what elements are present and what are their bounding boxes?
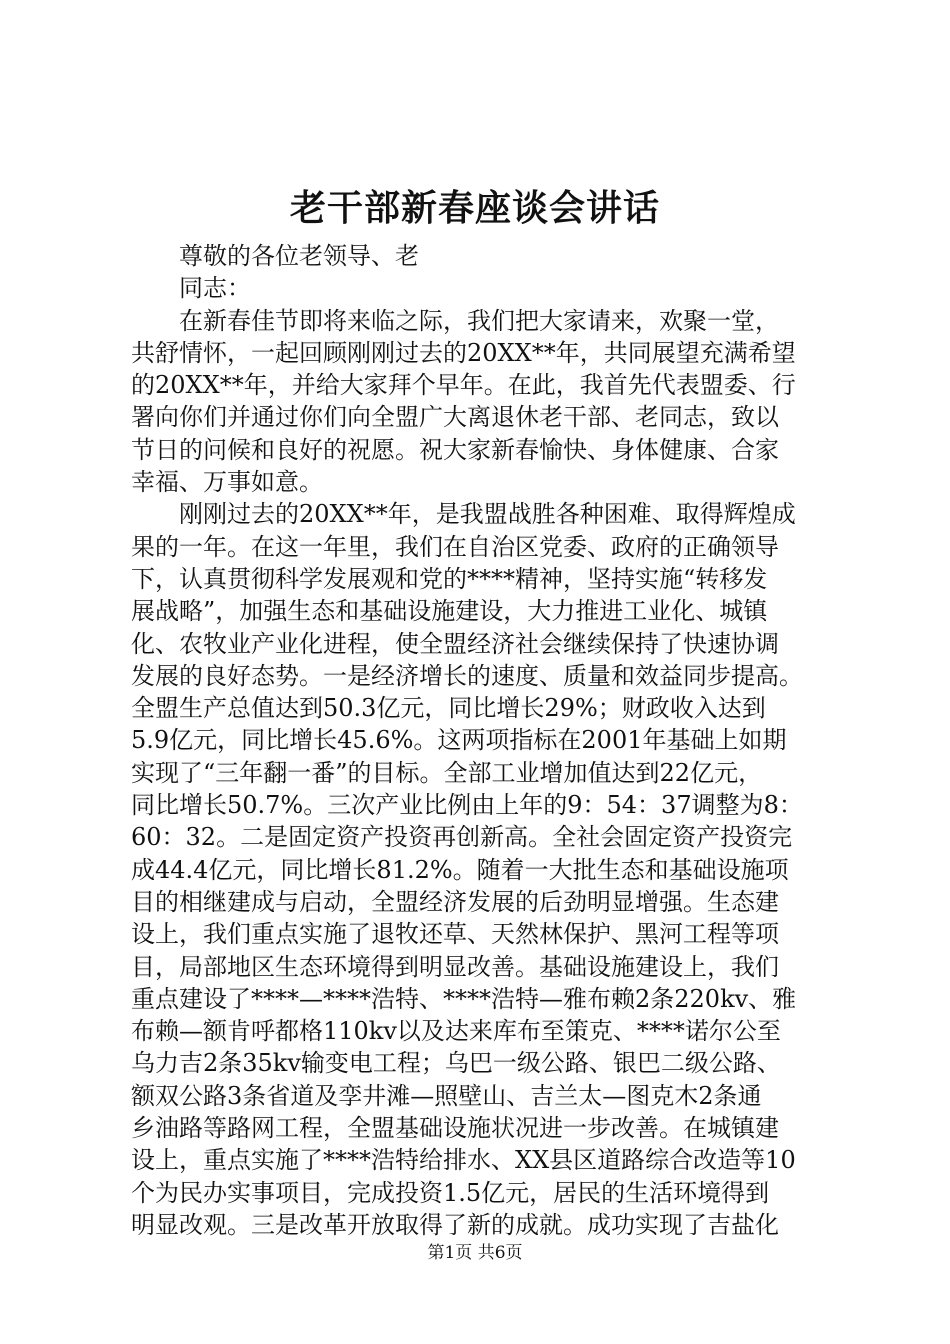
body-line: 目，局部地区生态环境得到明显改善。基础设施建设上，我们	[131, 952, 779, 981]
body-line: 全盟生产总值达到50.3亿元，同比增长29%；财政收入达到	[131, 694, 766, 723]
body-line: 布赖—额肯呼都格110kv以及达来库布至策克、****诺尔公至	[131, 1017, 781, 1046]
body-line: 乌力吉2条35kv输变电工程；乌巴一级公路、银巴二级公路、	[131, 1049, 781, 1078]
body-line: 幸福、万事如意。	[131, 468, 323, 497]
body-line: 同比增长50.7%。三次产业比例由上年的9：54：37调整为8：	[131, 791, 803, 820]
body-line: 的20XX**年，并给大家拜个早年。在此，我首先代表盟委、行	[131, 371, 796, 400]
body-line: 设上，重点实施了****浩特给排水、XX县区道路综合改造等10	[131, 1146, 796, 1175]
document-body	[131, 240, 831, 1241]
body-line: 化、农牧业产业化进程，使全盟经济社会继续保持了快速协调	[131, 629, 779, 658]
body-line: 共舒情怀，一起回顾刚刚过去的20XX**年，共同展望充满希望	[131, 338, 796, 367]
body-line: 额双公路3条省道及孪井滩—照壁山、吉兰太—图克木2条通	[131, 1081, 762, 1110]
body-line: 乡油路等路网工程，全盟基础设施状况进一步改善。在城镇建	[131, 1114, 779, 1143]
body-line: 个为民办实事项目，完成投资1.5亿元，居民的生活环境得到	[131, 1178, 770, 1207]
body-line: 重点建设了****—****浩特、****浩特—雅布赖2条220kv、雅	[131, 984, 797, 1013]
body-line: 60：32。二是固定资产投资再创新高。全社会固定资产投资完	[131, 823, 793, 852]
document-title: 老干部新春座谈会讲话	[289, 187, 660, 229]
body-line: 刚刚过去的20XX**年，是我盟战胜各种困难、取得辉煌成	[179, 500, 796, 529]
body-line: 发展的良好态势。一是经济增长的速度、质量和效益同步提高。	[131, 661, 803, 690]
body-line: 成44.4亿元，同比增长81.2%。随着一大批生态和基础设施项	[131, 855, 789, 884]
body-line: 目的相继建成与启动，全盟经济发展的后劲明显增强。生态建	[131, 887, 779, 916]
body-line: 同志：	[179, 274, 251, 303]
body-line: 署向你们并通过你们向全盟广大离退休老干部、老同志，致以	[131, 403, 779, 432]
body-line: 尊敬的各位老领导、老	[179, 242, 419, 270]
page-footer: 第1页 共6页	[427, 1243, 523, 1263]
body-line: 5.9亿元，同比增长45.6%。这两项指标在2001年基础上如期	[131, 726, 787, 755]
body-line: 明显改观。三是改革开放取得了新的成就。成功实现了吉盐化	[131, 1210, 779, 1239]
body-line: 在新春佳节即将来临之际，我们把大家请来，欢聚一堂，	[179, 306, 779, 335]
body-line: 下，认真贯彻科学发展观和党的****精神，坚持实施“转移发	[131, 564, 768, 593]
body-line: 实现了“三年翻一番”的目标。全部工业增加值达到22亿元，	[131, 758, 763, 787]
body-line: 果的一年。在这一年里，我们在自治区党委、政府的正确领导	[131, 532, 779, 561]
body-line: 展战略”，加强生态和基础设施建设，大力推进工业化、城镇	[131, 597, 768, 626]
body-line: 节日的问候和良好的祝愿。祝大家新春愉快、身体健康、合家	[131, 435, 779, 464]
body-line: 设上，我们重点实施了退牧还草、天然林保护、黑河工程等项	[131, 920, 779, 949]
